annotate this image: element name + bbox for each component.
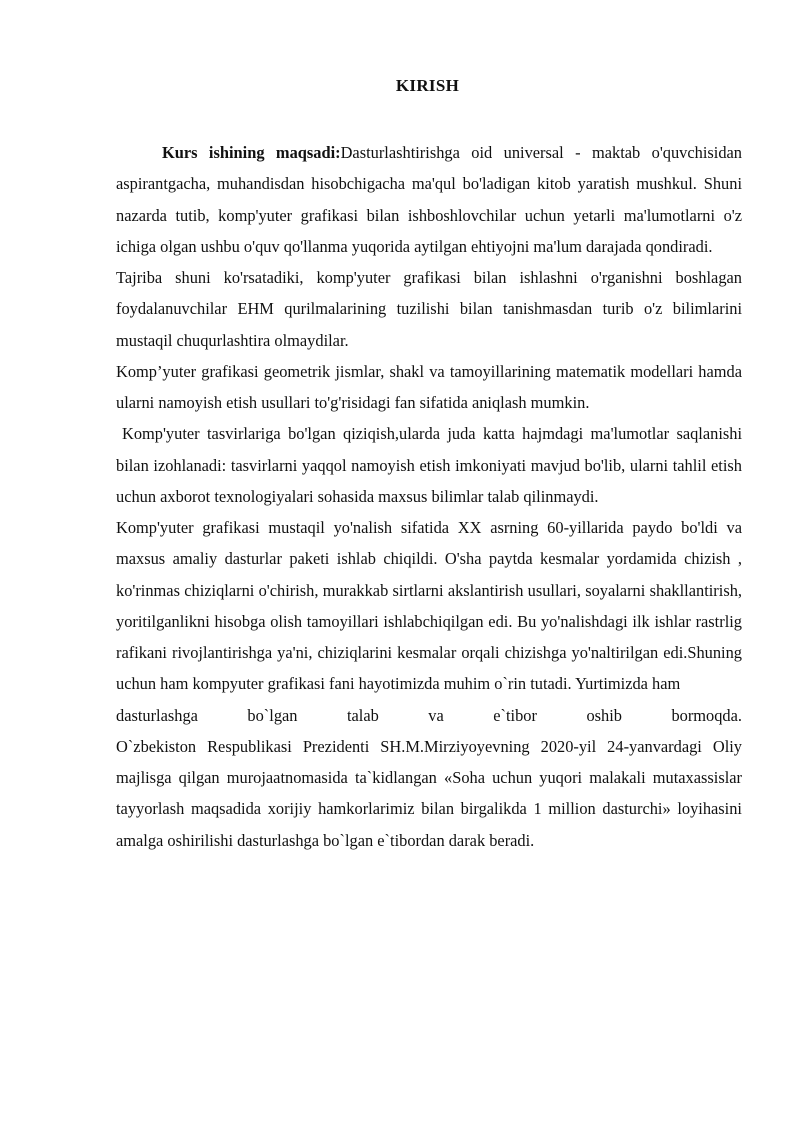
history-continuation: O`zbekiston Respublikasi Prezidenti SH.M.Mirziyoyevning 2020-yil 24-yanvardagi Oliy majlisga qilgan murojaatnomasida ta`kidlangan «Soha uchun yuqori malakali mutaxassislar tayyorlash maqsadida xorijiy hamkorlarimiz bilan birgalikda 1 million dasturchi» loyihasini amalga oshirilishi dasturlashga bo`lgan e`tibordan darak beradi.	[116, 736, 742, 850]
history-text: Komp'yuter grafikasi mustaqil yo'nalish sifatida XX asrning 60-yillarida paydo bo'ldi va maxsus amaliy dasturlar paketi ishlab chiqildi. O'sha paytda kesmalar yordamida chizish , ko'rinmas chiziqlarni o'chirish, murakkab sirtlarni akslantirish usullari, soyalarni shakllantirish, yoritilganlikni hisobga olish tamoyillari ishlabchiqilgan edi. Bu yo'nalishdagi ilk ishlar rastrlig rafikani rivojlantirishga ya'ni, chiziqlarini kesmalar orqali chizishga yo'naltirilgan edi.Shuning uchun ham kompyuter grafikasi fani hayotimizda muhim o`rin tutadi. Yurtimizda ham	[116, 518, 742, 694]
paragraph-history	[116, 512, 742, 856]
paragraph-definition: Komp’yuter grafikasi geometrik jismlar, shakl va tamoyillarining matematik modellari hamda ularni namoyish etish usullari to'g'risidagi fan sifatida aniqlash mumkin.	[116, 361, 742, 412]
page-title: KIRISH	[395, 76, 460, 95]
paragraph-experience: Tajriba shuni ko'rsatadiki, komp'yuter grafikasi bilan ishlashni o'rganishni boshlagan foydalanuvchilar EHM qurilmalarining tuzilishi bilan tanishmasdan turib o'z bilimlarini mustaqil chuqurlashtira olmaydilar.	[116, 268, 742, 350]
history-stretched-line: dasturlashga bo`lgan talab va e`tibor oshib bormoqda.	[116, 705, 742, 725]
document-body	[116, 137, 742, 856]
intro-text: Dasturlashtirishga oid universal - maktab o'quvchisidan aspirantgacha, muhandisdan hisobchigacha ma'qul bo'ladigan kitob yaratish mushkul. Shuni nazarda tutib, komp'yuter grafikasi bilan ishboshlovchilar uchun yetarli ma'lumotlarni o'z ichiga olgan ushbu o'quv qo'llanma yuqorida aytilgan ehtiyojni ma'lum darajada qondiradi.	[116, 143, 742, 256]
intro-paragraph	[116, 137, 742, 262]
intro-lead: Kurs ishining maqsadi:	[162, 143, 341, 162]
paragraph-interest: Komp'yuter tasvirlariga bo'lgan qiziqish,ularda juda katta hajmdagi ma'lumotlar saqlanishi bilan izohlanadi: tasvirlarni yaqqol namoyish etish imkoniyati mavjud bo'lib, ularni tahlil etish uchun axborot texnologiyalari sohasida maxsus bilimlar talab qilinmaydi.	[116, 424, 742, 506]
